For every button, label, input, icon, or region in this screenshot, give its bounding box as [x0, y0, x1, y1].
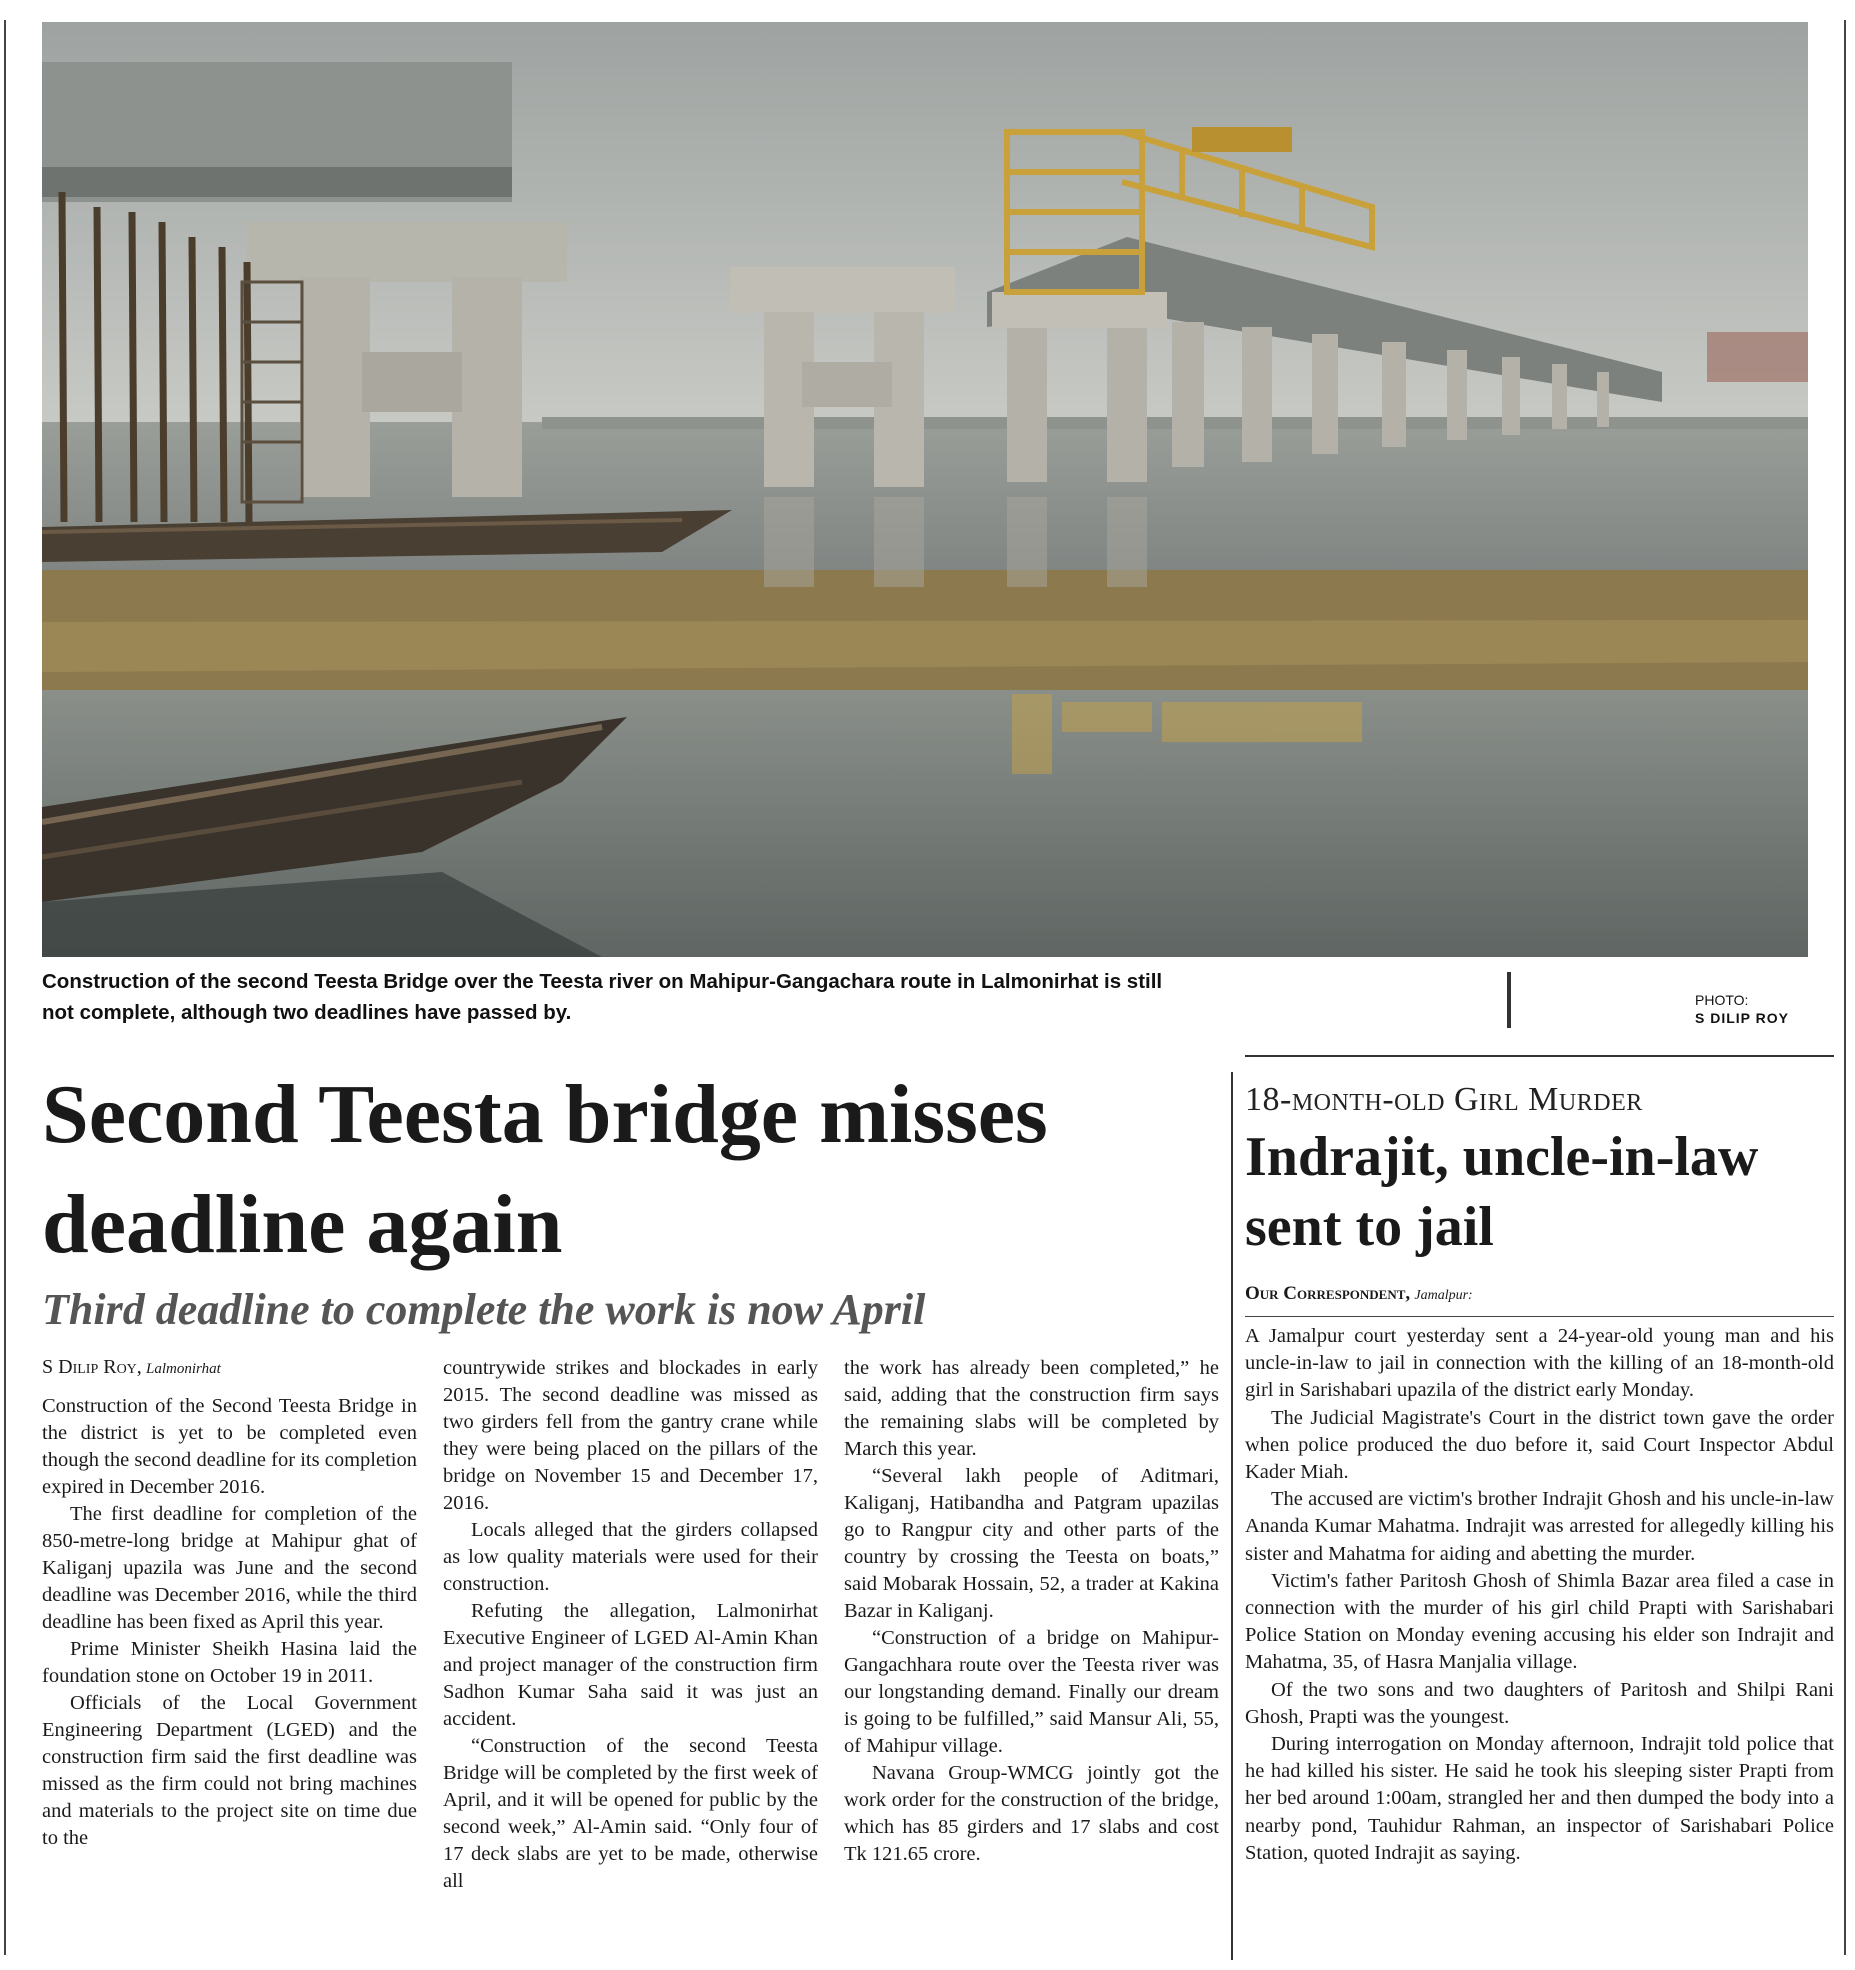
main-byline-name: S Dilip Roy, — [42, 1356, 142, 1378]
photo-credit-label: PHOTO: — [1695, 992, 1749, 1008]
side-byline-name: Our Correspondent, — [1245, 1283, 1411, 1304]
side-story-headline: Indrajit, uncle-in-law sent to jail — [1245, 1126, 1759, 1258]
main-story-column-3 — [844, 1355, 1219, 1868]
paragraph: “Several lakh people of Aditmari, Kaliganj, Hatibandha and Patgram upazilas go to Rangpur city and other parts of the country by crossing the Teesta on boats,” said Mobarak Hossain, 52, a trader at Kakina Bazar in Kaliganj. — [844, 1465, 1219, 1622]
main-byline — [42, 1355, 417, 1381]
paragraph: Officials of the Local Government Engineering Department (LGED) and the construction firm said the first deadline was missed as the firm could not bring machines and materials to the project site on time due to the — [42, 1692, 417, 1849]
paragraph: The accused are victim's brother Indrajit Ghosh and his uncle-in-law Ananda Kumar Mahatma. Indrajit was arrested for allegedly killing his sister and Mahatma for aiding and abetting the murder. — [1245, 1488, 1834, 1565]
side-story-body — [1245, 1323, 1834, 1867]
paragraph: Prime Minister Sheikh Hasina laid the foundation stone on October 19 in 2011. — [42, 1638, 417, 1687]
main-byline-place: Lalmonirhat — [146, 1361, 221, 1377]
main-headline: Second Teesta bridge misses deadline again — [42, 1068, 1048, 1271]
bridge-photo-illustration — [42, 22, 1808, 957]
paragraph: “Construction of a bridge on Mahipur-Gangachhara route over the Teesta river was our longstanding demand. Finally our dream is going to be fulfilled,” said Mansur Ali, 55, of Mahipur village. — [844, 1627, 1219, 1757]
side-byline-rule — [1245, 1316, 1834, 1317]
paragraph: Navana Group-WMCG jointly got the work order for the construction of the bridge, which has 85 girders and 17 slabs and cost Tk 121.65 crore. — [844, 1762, 1219, 1865]
side-story-kicker: 18-month-old Girl Murder — [1245, 1081, 1643, 1118]
main-story-column-2 — [443, 1355, 818, 1895]
paragraph: countrywide strikes and blockades in early 2015. The second deadline was missed as two girders fell from the gantry crane while they were being placed on the pillars of the bridge on November 15 and December 17, 2016. — [443, 1357, 818, 1514]
side-story-byline — [1245, 1282, 1835, 1308]
page-border-left — [4, 20, 6, 1955]
caption-divider — [1507, 972, 1511, 1028]
photo-credit — [1695, 991, 1789, 1027]
paragraph: Of the two sons and two daughters of Paritosh and Shilpi Rani Ghosh, Prapti was the youngest. — [1245, 1678, 1834, 1728]
paragraph: Locals alleged that the girders collapsed as low quality materials were used for their construction. — [443, 1519, 818, 1595]
side-story-top-rule — [1245, 1055, 1834, 1057]
paragraph: The first deadline for completion of the 850-metre-long bridge at Mahipur ghat of Kaliganj upazila was June and the second deadline was December 2016, while the third deadline has been fixed as April this year. — [42, 1503, 417, 1633]
paragraph: Construction of the Second Teesta Bridge in the district is yet to be completed even though the second deadline for its completion expired in December 2016. — [42, 1395, 417, 1498]
side-byline-place: Jamalpur: — [1414, 1288, 1473, 1303]
main-story-column-1 — [42, 1355, 417, 1852]
paragraph: The Judicial Magistrate's Court in the district town gave the order when police produced the duo before it, said Court Inspector Abdul Kader Miah. — [1245, 1406, 1834, 1484]
bridge-photo — [42, 22, 1808, 957]
column-divider — [1231, 1072, 1233, 1960]
paragraph: During interrogation on Monday afternoon, Indrajit told police that he had killed his sister. He said he took his sleeping sister Prapti from her bed around 1:00am, strangled her and then dumped the body into a nearby pond, Tauhidur Rahman, an inspector of Sarishabari Police Station, quoted Indrajit as saying. — [1245, 1733, 1834, 1864]
paragraph: Refuting the allegation, Lalmonirhat Executive Engineer of LGED Al-Amin Khan and project manager of the construction firm Sadhon Kumar Saha said it was just an accident. — [443, 1600, 818, 1730]
page-border-right — [1844, 20, 1846, 1955]
paragraph: A Jamalpur court yesterday sent a 24-year-old young man and his uncle-in-law to jail in connection with the killing of an 18-month-old girl in Sarishabari upazila of the district early Monday. — [1245, 1325, 1834, 1402]
photo-caption: Construction of the second Teesta Bridge over the Teesta river on Mahipur-Gangachara route in Lalmonirhat is still not complete, although two deadlines have passed by. — [42, 970, 1163, 1024]
paragraph: “Construction of the second Teesta Bridge will be completed by the first week of April, and it will be opened for public by the second week,” Al-Amin said. “Only four of 17 deck slabs are yet to be made, otherwise all — [443, 1735, 818, 1892]
paragraph: the work has already been completed,” he said, adding that the construction firm says the remaining slabs will be completed by March this year. — [844, 1357, 1219, 1460]
photo-credit-name: S DILIP ROY — [1695, 1010, 1789, 1026]
paragraph: Victim's father Paritosh Ghosh of Shimla Bazar area filed a case in connection with the murder of his girl child Prapti with Sarishabari Police Station on Monday evening accusing his elder son Indrajit and Mahatma, 35, of Hasra Manjalia village. — [1245, 1569, 1834, 1674]
main-subheadline: Third deadline to complete the work is now April — [42, 1285, 926, 1334]
